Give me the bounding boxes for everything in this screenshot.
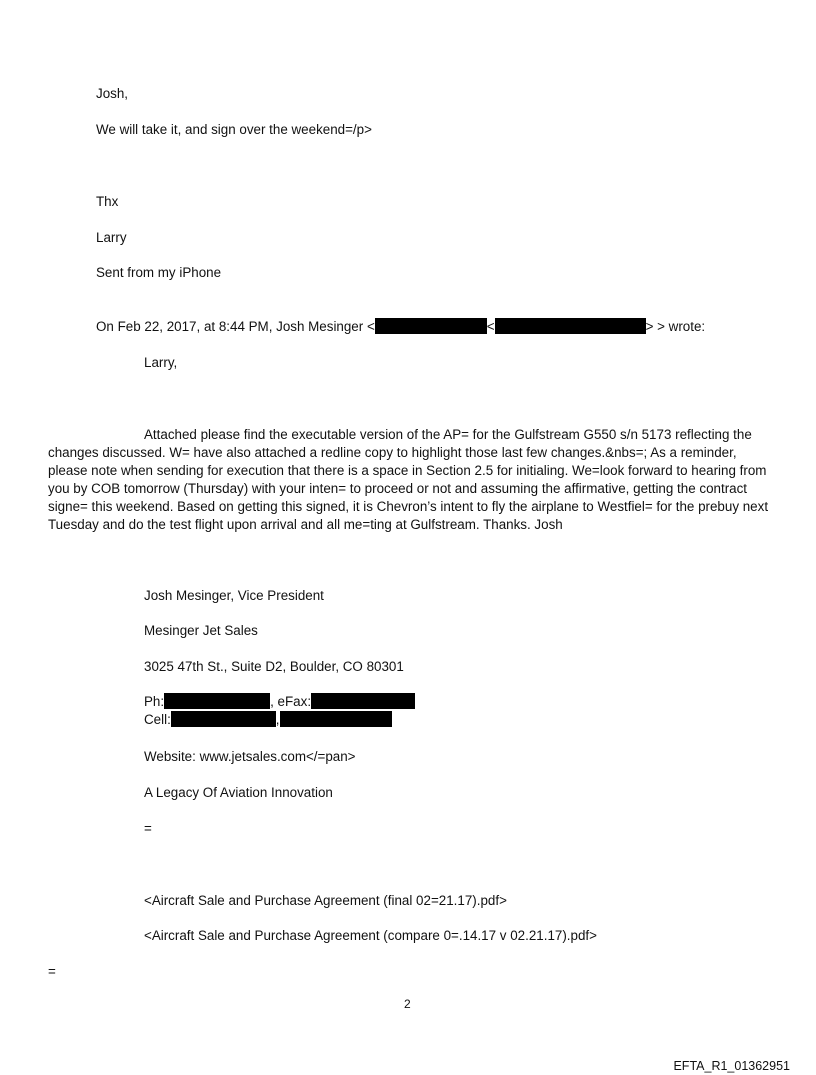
document-reference: EFTA_R1_01362951 <box>673 1059 790 1073</box>
sig-equals: = <box>144 821 152 836</box>
sig-address: 3025 47th St., Suite D2, Boulder, CO 80301 <box>144 659 404 674</box>
attachment-item: <Aircraft Sale and Purchase Agreement (final 02=21.17).pdf> <box>144 893 507 908</box>
trailing-equals: = <box>48 964 56 979</box>
quoted-header-mid: < <box>486 319 495 334</box>
efax-label: , eFax: <box>270 694 312 709</box>
sig-website: Website: www.jetsales.com</=pan> <box>144 749 356 764</box>
redaction-block <box>171 711 276 727</box>
cell-label: Cell: <box>144 712 171 727</box>
email-greeting: Josh, <box>96 86 129 101</box>
email-sender: Larry <box>96 230 127 245</box>
cell-separator: , <box>275 712 280 727</box>
redaction-block <box>280 711 392 727</box>
email-signature: Sent from my iPhone <box>96 265 222 280</box>
sig-tagline: A Legacy Of Aviation Innovation <box>144 785 333 800</box>
quoted-body: Attached please find the executable version of the AP= for the Gulfstream G550 s/n 5173 reflecting the changes discussed. W= have also attached a redline copy to highlight those last few changes.&nbs=; As a reminder, please note when sending for execution that there is a space in Section 2.5 for initialing. We=look forward to hearing from you by COB tomorrow (Thursday) with your inten= to proceed or not and assuming the affirmative, getting the contract signe= this weekend. Based on getting this signed, it is Chevron’s intent to fly the airplane to Westfiel= for the prebuy next Tuesday and do the test flight upon arrival and all me=ting at Gulfstream. Thanks. Josh <box>48 427 769 532</box>
sig-phone-line <box>144 693 415 711</box>
page-number: 2 <box>404 997 411 1011</box>
quoted-header-suffix: > > wrote: <box>645 319 706 334</box>
quoted-header-prefix: On Feb 22, 2017, at 8:44 PM, Josh Mesinger < <box>96 319 375 334</box>
redaction-block <box>311 693 415 709</box>
redaction-block <box>375 318 487 334</box>
email-body: We will take it, and sign over the weekend=/p> <box>96 122 372 137</box>
sig-cell-line <box>144 711 392 729</box>
email-closing: Thx <box>96 194 119 209</box>
ph-label: Ph: <box>144 694 165 709</box>
redaction-block <box>164 693 270 709</box>
quoted-greeting: Larry, <box>144 355 178 370</box>
sig-name-title: Josh Mesinger, Vice President <box>144 588 324 603</box>
attachment-item: <Aircraft Sale and Purchase Agreement (compare 0=.14.17 v 02.21.17).pdf> <box>144 928 597 943</box>
redaction-block <box>495 318 646 334</box>
quoted-header <box>96 318 705 336</box>
sig-company: Mesinger Jet Sales <box>144 623 258 638</box>
